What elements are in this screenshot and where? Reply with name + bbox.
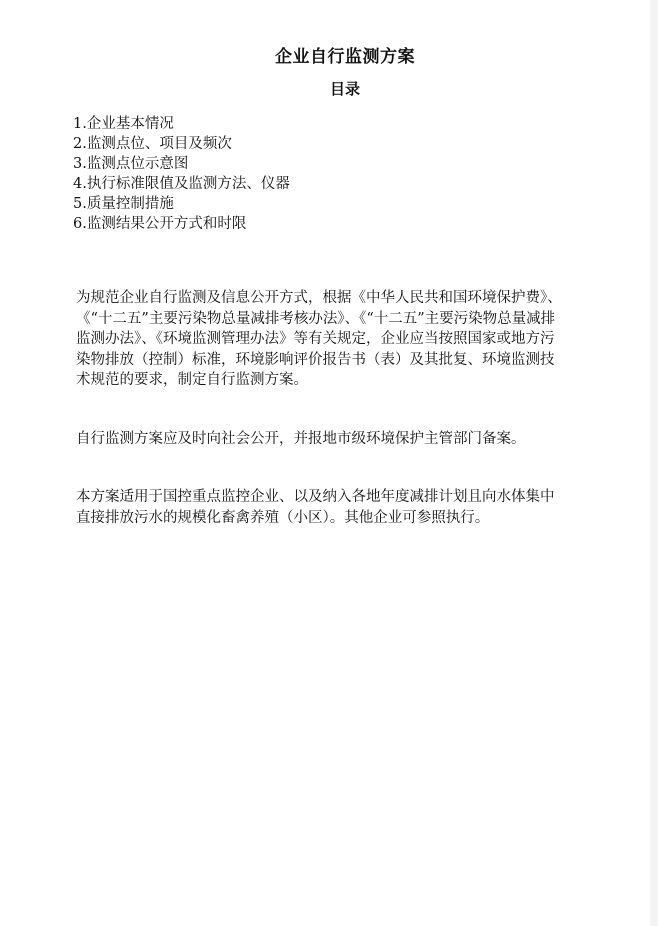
body-paragraph: 自行监测方案应及时向社会公开，并报地市级环境保护主管部门备案。 xyxy=(76,431,526,447)
document-title: 企业自行监测方案 xyxy=(275,47,415,67)
body-paragraph: 本方案适用于国控重点监控企业、以及纳入各地年度减排计划且向水体集中直接排放污水的规模化畜禽养殖（小区）。其他企业可参照执行。 xyxy=(76,489,555,526)
table-of-contents xyxy=(73,114,290,234)
toc-item: 2.监测点位、项目及频次 xyxy=(73,136,232,152)
toc-item: 1.企业基本情况 xyxy=(73,116,174,132)
toc-item: 3.监测点位示意图 xyxy=(73,156,189,172)
toc-item: 6.监测结果公开方式和时限 xyxy=(73,216,247,232)
toc-item: 5.质量控制措施 xyxy=(73,196,174,212)
toc-heading: 目录 xyxy=(329,80,360,98)
toc-item: 4.执行标准限值及监测方法、仪器 xyxy=(73,176,290,192)
viewer-background xyxy=(650,0,658,926)
body-paragraph: 为规范企业自行监测及信息公开方式，根据《中华人民共和国环境保护费》、《“十二五”主要污染物总量减排考核办法》、《“十二五”主要污染物总量减排监测办法》、《环境监测管理办法》等有关规定，企业应当按照国家或地方污染物排放（控制）标准，环境影响评价报告书（表）及其批复、环境监测技术规范的要求，制定自行监测方案。 xyxy=(76,290,562,388)
